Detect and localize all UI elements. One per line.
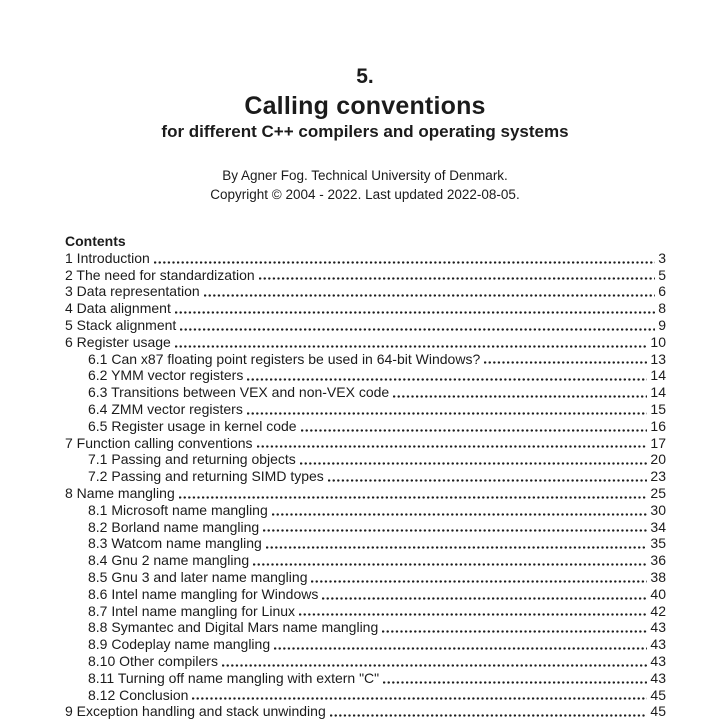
toc-entry[interactable] bbox=[65, 670, 666, 687]
toc-entry-page: 40 bbox=[650, 585, 666, 602]
toc-dot-leader bbox=[257, 445, 648, 448]
toc-entry-page: 8 bbox=[658, 300, 666, 317]
toc-entry[interactable] bbox=[65, 300, 666, 317]
toc-dot-leader bbox=[179, 496, 648, 499]
toc-entry-page: 9 bbox=[658, 316, 666, 333]
toc-entry-label: 8.12 Conclusion bbox=[88, 686, 189, 703]
toc-entry[interactable] bbox=[65, 636, 666, 653]
toc-entry-label: 3 Data representation bbox=[65, 283, 200, 300]
toc-entry[interactable] bbox=[65, 334, 666, 351]
toc-entry-page: 38 bbox=[650, 568, 666, 585]
copyright-line: Copyright © 2004 - 2022. Last updated 2022-08-05. bbox=[210, 186, 520, 202]
toc-entry-label: 4 Data alignment bbox=[65, 300, 171, 317]
toc-entry[interactable] bbox=[65, 351, 666, 368]
toc-entry-label: 8.7 Intel name mangling for Linux bbox=[88, 602, 296, 619]
toc-entry[interactable] bbox=[65, 502, 666, 519]
toc-dot-leader bbox=[382, 630, 647, 633]
toc-entry[interactable] bbox=[65, 283, 666, 300]
toc-entry[interactable] bbox=[65, 401, 666, 418]
document-title: Calling conventions bbox=[244, 92, 486, 120]
toc-entry-page: 42 bbox=[650, 602, 666, 619]
toc-dot-leader bbox=[204, 294, 656, 297]
toc-entry[interactable] bbox=[65, 519, 666, 536]
toc-entry-page: 20 bbox=[650, 451, 666, 468]
toc-list bbox=[65, 250, 666, 720]
toc-entry-label: 6.5 Register usage in kernel code bbox=[88, 417, 297, 434]
toc-entry-page: 6 bbox=[658, 283, 666, 300]
toc-entry-label: 7.2 Passing and returning SIMD types bbox=[88, 468, 324, 485]
toc-entry-label: 8.10 Other compilers bbox=[88, 652, 218, 669]
toc-entry-page: 43 bbox=[650, 636, 666, 653]
toc-entry-page: 25 bbox=[650, 484, 666, 501]
document-subtitle: for different C++ compilers and operating systems bbox=[161, 122, 569, 141]
toc-entry-page: 10 bbox=[650, 333, 666, 350]
toc-dot-leader bbox=[263, 529, 647, 532]
byline-block bbox=[11, 167, 719, 204]
toc-entry[interactable] bbox=[65, 603, 666, 620]
toc-dot-leader bbox=[247, 378, 647, 381]
toc-entry[interactable] bbox=[65, 653, 666, 670]
toc-entry-page: 36 bbox=[650, 552, 666, 569]
toc-entry[interactable] bbox=[65, 267, 666, 284]
author-line: By Agner Fog. Technical University of Denmark. bbox=[222, 168, 508, 183]
toc-entry-label: 6.1 Can x87 floating point registers be used in 64-bit Windows? bbox=[88, 350, 481, 367]
toc-entry-label: 8.11 Turning off name mangling with extern "C" bbox=[88, 669, 380, 686]
toc-entry-page: 45 bbox=[650, 703, 666, 720]
toc-entry-page: 30 bbox=[650, 501, 666, 518]
toc-dot-leader bbox=[328, 479, 648, 482]
toc-entry-page: 14 bbox=[650, 384, 666, 401]
toc-entry-page: 43 bbox=[650, 669, 666, 686]
toc-dot-leader bbox=[300, 462, 648, 465]
toc-entry-page: 17 bbox=[650, 434, 666, 451]
toc-entry-page: 15 bbox=[650, 400, 666, 417]
toc-entry-page: 34 bbox=[650, 518, 666, 535]
toc-entry[interactable] bbox=[65, 687, 666, 704]
toc-entry[interactable] bbox=[65, 317, 666, 334]
toc-dot-leader bbox=[266, 546, 648, 549]
toc-entry-page: 35 bbox=[650, 535, 666, 552]
toc-entry-label: 8.5 Gnu 3 and later name mangling bbox=[88, 568, 308, 585]
title-block bbox=[0, 0, 719, 204]
toc-entry[interactable] bbox=[65, 384, 666, 401]
toc-dot-leader bbox=[180, 328, 655, 331]
toc-entry[interactable] bbox=[65, 569, 666, 586]
toc-entry[interactable] bbox=[65, 418, 666, 435]
toc-entry[interactable] bbox=[65, 468, 666, 485]
toc-dot-leader bbox=[330, 714, 648, 717]
toc-entry-label: 9 Exception handling and stack unwinding bbox=[65, 703, 326, 720]
toc-dot-leader bbox=[393, 395, 647, 398]
toc-entry-page: 16 bbox=[650, 417, 666, 434]
toc-entry-page: 13 bbox=[650, 350, 666, 367]
toc-entry-label: 1 Introduction bbox=[65, 249, 150, 266]
toc-dot-leader bbox=[299, 613, 647, 616]
toc-entry[interactable] bbox=[65, 435, 666, 452]
toc-entry-label: 7 Function calling conventions bbox=[65, 434, 253, 451]
toc-entry-page: 43 bbox=[650, 652, 666, 669]
toc-entry-label: 8.2 Borland name mangling bbox=[88, 518, 260, 535]
toc-dot-leader bbox=[192, 697, 647, 700]
toc-entry-page: 14 bbox=[650, 367, 666, 384]
toc-entry-label: 8.4 Gnu 2 name mangling bbox=[88, 552, 250, 569]
toc-entry-page: 3 bbox=[658, 249, 666, 266]
toc-entry-label: 6.3 Transitions between VEX and non-VEX code bbox=[88, 384, 390, 401]
toc-entry[interactable] bbox=[65, 485, 666, 502]
toc-entry-label: 6.4 ZMM vector registers bbox=[88, 400, 243, 417]
toc-entry[interactable] bbox=[65, 552, 666, 569]
toc-dot-leader bbox=[253, 563, 647, 566]
toc-entry[interactable] bbox=[65, 451, 666, 468]
chapter-number: 5. bbox=[356, 65, 374, 88]
toc-entry-label: 6 Register usage bbox=[65, 333, 171, 350]
toc-entry-label: 2 The need for standardization bbox=[65, 266, 255, 283]
toc-entry-page: 5 bbox=[658, 266, 666, 283]
toc-dot-leader bbox=[274, 647, 647, 650]
toc-entry-page: 45 bbox=[650, 686, 666, 703]
toc-entry-label: 6.2 YMM vector registers bbox=[88, 367, 244, 384]
toc-dot-leader bbox=[259, 277, 656, 280]
toc-entry[interactable] bbox=[65, 535, 666, 552]
toc-dot-leader bbox=[484, 361, 647, 364]
toc-dot-leader bbox=[322, 597, 647, 600]
toc-entry[interactable] bbox=[65, 703, 666, 720]
toc-dot-leader bbox=[272, 513, 648, 516]
table-of-contents bbox=[65, 233, 666, 720]
toc-dot-leader bbox=[154, 261, 655, 264]
toc-entry-label: 8 Name mangling bbox=[65, 484, 175, 501]
toc-entry[interactable] bbox=[65, 586, 666, 603]
toc-entry-label: 8.1 Microsoft name mangling bbox=[88, 501, 268, 518]
toc-entry-label: 5 Stack alignment bbox=[65, 316, 177, 333]
toc-dot-leader bbox=[175, 345, 648, 348]
toc-dot-leader bbox=[222, 664, 647, 667]
toc-entry[interactable] bbox=[65, 367, 666, 384]
toc-entry-label: 8.6 Intel name mangling for Windows bbox=[88, 585, 319, 602]
toc-dot-leader bbox=[383, 681, 647, 684]
toc-dot-leader bbox=[247, 412, 648, 415]
toc-entry-label: 8.9 Codeplay name mangling bbox=[88, 636, 271, 653]
toc-entry[interactable] bbox=[65, 250, 666, 267]
contents-heading: Contents bbox=[65, 233, 126, 249]
toc-entry-page: 43 bbox=[650, 619, 666, 636]
toc-dot-leader bbox=[175, 311, 655, 314]
toc-entry-label: 8.3 Watcom name mangling bbox=[88, 535, 262, 552]
toc-entry[interactable] bbox=[65, 619, 666, 636]
toc-entry-label: 7.1 Passing and returning objects bbox=[88, 451, 296, 468]
toc-entry-label: 8.8 Symantec and Digital Mars name mangling bbox=[88, 619, 379, 636]
toc-dot-leader bbox=[311, 580, 647, 583]
toc-dot-leader bbox=[301, 429, 648, 432]
toc-entry-page: 23 bbox=[650, 468, 666, 485]
